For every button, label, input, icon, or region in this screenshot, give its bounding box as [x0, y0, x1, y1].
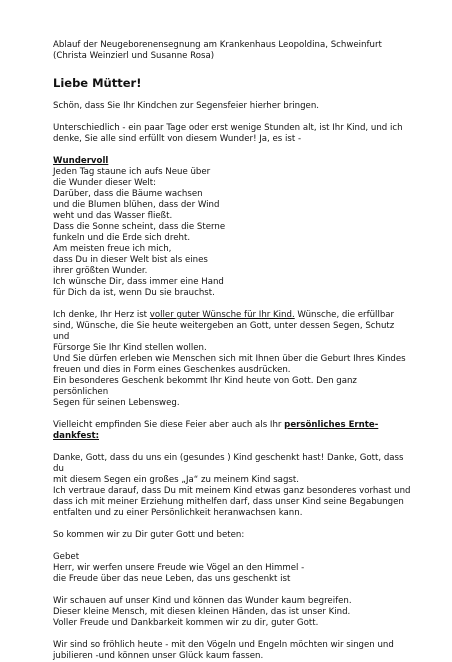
text-line: Ich vertraue darauf, dass Du mit meinem Kind etwas ganz besonderes vorhast und	[53, 486, 411, 496]
poem-line: ihrer größten Wunder.	[53, 266, 148, 276]
text-line: Dieser kleine Mensch, mit diesen kleinen Händen, das ist unser Kind.	[53, 607, 351, 617]
text-line: Und Sie dürfen erleben wie Menschen sich mit Ihnen über die Geburt Ihres Kindes	[53, 354, 406, 364]
header-line: Ablauf der Neugeborenensegnung am Krankenhaus Leopoldina, Schweinfurt	[53, 40, 382, 50]
text-line: Wir sind so fröhlich heute - mit den Vögeln und Engeln möchten wir singen und	[53, 640, 394, 650]
poem-line: die Wunder dieser Welt:	[53, 178, 157, 188]
poem-line: Am meisten freue ich mich,	[53, 244, 172, 254]
text-fragment: Ich denke, Ihr Herz ist	[53, 310, 150, 320]
paragraph-wishes	[53, 310, 413, 409]
poem-line: dass Du in dieser Welt bist als eines	[53, 255, 208, 265]
text-line: freuen und dies in Form eines Geschenkes ausdrücken.	[53, 365, 291, 375]
prayer-heading: Gebet	[53, 552, 80, 562]
document-page	[53, 40, 413, 662]
poem-line: Dass die Sonne scheint, dass die Sterne	[53, 222, 226, 232]
text-line: Danke, Gott, dass du uns ein (gesundes ) Kind geschenkt hast! Danke, Gott, dass du	[53, 453, 404, 474]
poem-line: und die Blumen blühen, dass der Wind	[53, 200, 220, 210]
header-line: (Christa Weinzierl und Susanne Rosa)	[53, 51, 215, 61]
paragraph-intro	[53, 123, 413, 145]
poem-line: Jeden Tag staune ich aufs Neue über	[53, 167, 211, 177]
paragraph-wonder	[53, 596, 413, 629]
poem-line: für Dich da ist, wenn Du sie brauchst.	[53, 288, 215, 298]
poem-wundervoll	[53, 156, 413, 299]
text-line: jubilieren -und können unser Glück kaum fassen.	[53, 651, 264, 661]
emphasized-phrase: persönliches Ernte-dankfest:	[53, 420, 379, 441]
poem-line: funkeln und die Erde sich dreht.	[53, 233, 191, 243]
text-line: Ein besonderes Geschenk bekommt Ihr Kind heute von Gott. Den ganz persönlichen	[53, 376, 357, 397]
paragraph-harvest	[53, 420, 413, 442]
paragraph-invitation: So kommen wir zu Dir guter Gott und beten:	[53, 530, 245, 540]
prayer-line: Herr, wir werfen unsere Freude wie Vögel an den Himmel -	[53, 563, 305, 573]
poem-line: Ich wünsche Dir, dass immer eine Hand	[53, 277, 224, 287]
paragraph-greeting: Schön, dass Sie Ihr Kindchen zur Segensfeier hierher bringen.	[53, 101, 319, 111]
text-line: denke, Sie alle sind erfüllt von diesem Wunder! Ja, es ist -	[53, 134, 302, 144]
text-line: sind, Wünsche, die Sie heute weitergeben an Gott, unter dessen Segen, Schutz und	[53, 321, 395, 342]
prayer-line: die Freude über das neue Leben, das uns geschenkt ist	[53, 574, 291, 584]
text-fragment: Vielleicht empfinden Sie diese Feier aber auch als Ihr	[53, 420, 285, 430]
text-line: entfalten und zu einer Persönlichkeit heranwachsen kann.	[53, 508, 303, 518]
text-line: mit diesem Segen ein großes „Ja“ zu meinem Kind sagst.	[53, 475, 299, 485]
text-line: dass ich mit meiner Erziehung mithelfen darf, dass unser Kind seine Begabungen	[53, 497, 404, 507]
text-line: Wir schauen auf unser Kind und können das Wunder kaum begreifen.	[53, 596, 352, 606]
page-title: Liebe Mütter!	[53, 76, 142, 90]
poem-heading: Wundervoll	[53, 156, 109, 166]
text-line: Segen für seinen Lebensweg.	[53, 398, 180, 408]
poem-line: Darüber, dass die Bäume wachsen	[53, 189, 203, 199]
document-header	[53, 40, 413, 62]
paragraph-thanks	[53, 453, 413, 519]
text-fragment: Wünsche, die erfüllbar	[294, 310, 395, 320]
prayer-block	[53, 552, 413, 585]
text-line: Fürsorge Sie Ihr Kind stellen wollen.	[53, 343, 207, 353]
text-line	[53, 310, 413, 321]
poem-line: weht und das Wasser fließt.	[53, 211, 173, 221]
text-line: Unterschiedlich - ein paar Tage oder erst wenige Stunden alt, ist Ihr Kind, und ich	[53, 123, 403, 133]
text-line: Voller Freude und Dankbarkeit kommen wir zu dir, guter Gott.	[53, 618, 319, 628]
paragraph-joy	[53, 640, 413, 662]
underlined-phrase: voller guter Wünsche für Ihr Kind.	[149, 310, 295, 320]
